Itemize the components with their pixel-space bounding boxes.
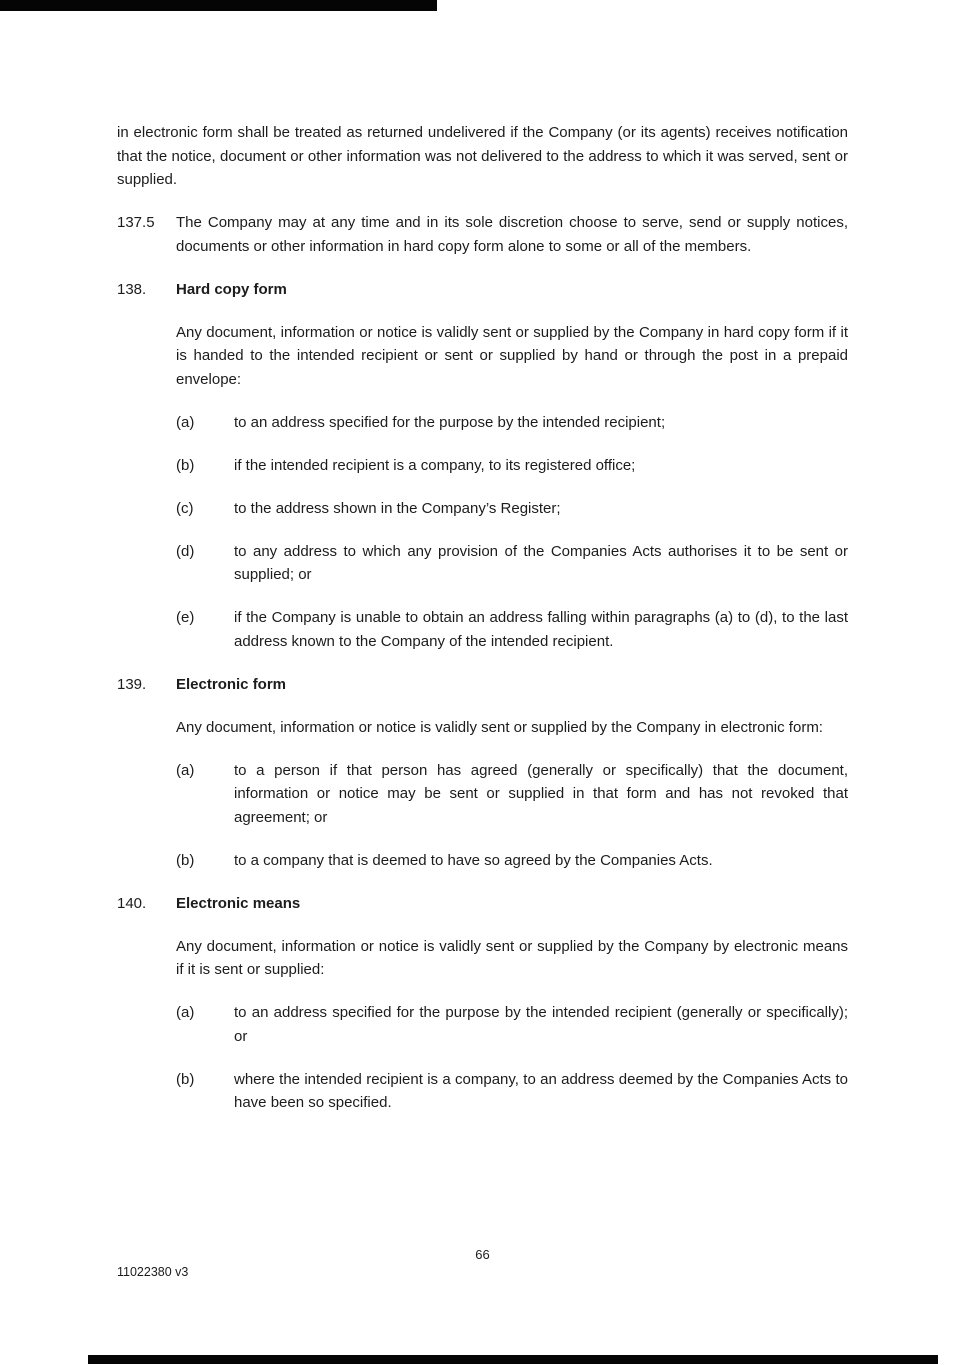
clause-number: 137.5 [117, 214, 155, 231]
scan-artifact-top-bar [0, 0, 437, 11]
sub-item-text: to the address shown in the Company’s Register; [234, 499, 561, 517]
clause-body [176, 892, 848, 1135]
sub-item-b [176, 454, 848, 497]
clause-number: 138. [117, 280, 147, 298]
clause-number: 140. [117, 894, 147, 912]
sub-item-text: to an address specified for the purpose by the intended recipient; [234, 413, 666, 431]
sub-item-label: (b) [176, 851, 195, 869]
clause-139 [117, 673, 848, 892]
sub-item-label: (b) [176, 456, 195, 474]
clause-paragraph: Any document, information or notice is validly sent or supplied by the Company in electronic form: [176, 718, 823, 736]
sub-item-text: to an address specified for the purpose by the intended recipient (generally or specifically); or [234, 1004, 848, 1045]
sub-item-b [176, 849, 848, 892]
clause-heading: Electronic form [176, 675, 287, 693]
sub-item-label: (a) [176, 1004, 195, 1021]
sub-item-label: (c) [176, 499, 194, 517]
clause-paragraph: The Company may at any time and in its sole discretion choose to serve, send or supply notices, documents or other information in hard copy form alone to some or all of the members. [176, 214, 848, 255]
sub-item-label: (a) [176, 413, 195, 431]
sub-item-b [176, 1068, 848, 1135]
document-reference: 11022380 v3 [117, 1265, 189, 1279]
sub-item-e [176, 606, 848, 673]
sub-item-d [176, 540, 848, 607]
sub-item-c [176, 497, 848, 540]
clause-137-5 [117, 211, 848, 278]
clause-heading: Electronic means [176, 894, 301, 912]
clause-heading: Hard copy form [176, 280, 287, 298]
clause-140 [117, 892, 848, 1135]
sub-item-label: (d) [176, 542, 195, 560]
clause-paragraph: Any document, information or notice is validly sent or supplied by the Company in hard copy form if it is handed to the intended recipient or sent or supplied by hand or through the post in a prepaid envelope: [176, 323, 848, 388]
scan-artifact-bottom-bar [88, 1355, 938, 1364]
page-number: 66 [475, 1247, 490, 1262]
sub-item-label: (e) [176, 609, 195, 626]
document-body [117, 121, 848, 1134]
clause-body [176, 673, 848, 892]
clause-number: 139. [117, 675, 147, 693]
sub-item-text: if the intended recipient is a company, to its registered office; [234, 456, 636, 474]
clause-body [176, 211, 848, 278]
sub-item-text: to any address to which any provision of the Companies Acts authorises it to be sent or supplied; or [234, 542, 848, 583]
sub-item-label: (b) [176, 1070, 195, 1088]
clause-body [176, 278, 848, 673]
sub-item-text: to a person if that person has agreed (generally or specifically) that the document, information or notice may be sent or supplied in that form and has not revoked that agreement; or [234, 761, 848, 826]
paragraph-continuation: in electronic form shall be treated as returned undelivered if the Company (or its agents) receives notification that the notice, document or other information was not delivered to the address to which it was served, sent or supplied. [117, 124, 848, 188]
sub-item-text: to a company that is deemed to have so agreed by the Companies Acts. [234, 851, 713, 869]
sub-item-label: (a) [176, 761, 195, 779]
sub-item-text: where the intended recipient is a company, to an address deemed by the Companies Acts to have been so specified. [234, 1070, 848, 1111]
sub-item-a [176, 411, 848, 454]
sub-item-text: if the Company is unable to obtain an address falling within paragraphs (a) to (d), to the last address known to the Company of the intended recipient. [234, 609, 848, 650]
clause-138 [117, 278, 848, 673]
clause-paragraph: Any document, information or notice is validly sent or supplied by the Company by electronic means if it is sent or supplied: [176, 937, 848, 978]
sub-item-a [176, 759, 848, 849]
sub-item-a [176, 1001, 848, 1068]
